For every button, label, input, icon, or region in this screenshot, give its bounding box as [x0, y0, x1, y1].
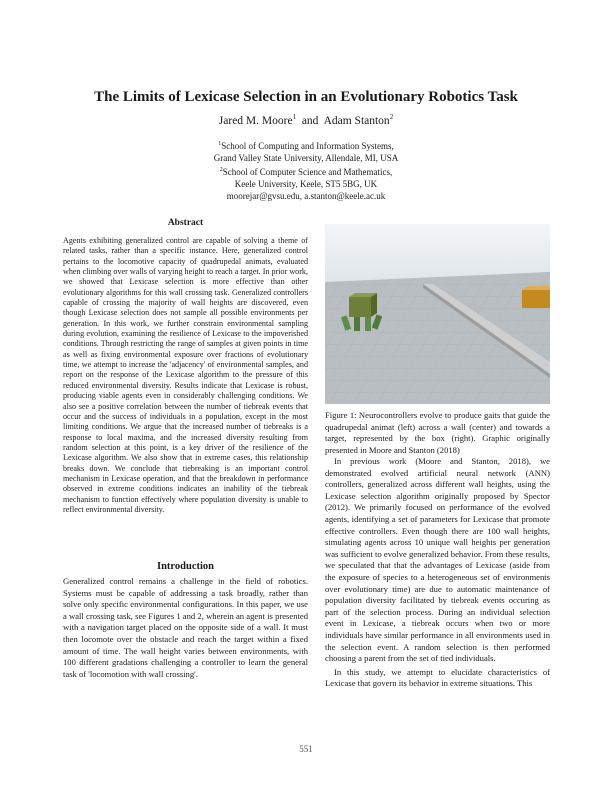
author-line: [0, 113, 612, 127]
author-emails: moorejar@gvsu.edu, a.stanton@keele.ac.uk: [226, 191, 386, 201]
affiliation-line: $^1$School of Computing and Information Systems,: [218, 141, 394, 151]
introduction-heading: Introduction: [157, 561, 214, 572]
affiliations: [0, 138, 612, 202]
affiliation-line: Grand Valley State University, Allendale, MI, USA: [213, 153, 399, 163]
right-column-body: [325, 456, 550, 690]
figure-1-svg: [325, 224, 550, 404]
author-2-name: Adam Stanton: [323, 114, 390, 127]
sky-background: [325, 224, 550, 282]
affiliation-line: Keele University, Keele, ST5 5BG, UK: [234, 179, 378, 189]
author-1-name: Jared M. Moore: [218, 114, 293, 127]
abstract-text: Agents exhibiting generalized control are capable of solving a theme of related tasks, rather than a specific instance. Here, generalized control pertains to the locomotive capacity of quadrupedal animats, evaluated when climbing over walls of varying height to reach a target. In prior work, we showed that Lexicase selection is more effective than other evolutionary algorithms for this wall crossing task. Generalized controllers capable of crossing the majority of wall heights are discovered, even though Lexicase selection does not sample all possible environments per generation. In this work, we further constrain environmental sampling during evolution, examining the resilience of Lexicase to the impoverished conditions. Through restricting the range of samples at given points in time as well as fixing environmental exposure over fractions of evolutionary time, we attempt to increase the 'adjacency' of environmental samples, and report on the response of the Lexicase algorithm to the pressure of this reduced environmental diversity. Results indicate that Lexicase is robust, producing viable agents even in considerably challenging conditions. We also see a positive correlation between the number of tiebreak events that occur and the success of individuals in a population, except in the most limiting conditions. We argue that the increased number of tiebreaks is a response to local maxima, and the increased diversity resulting from random selection at this point, is a key driver of the resilience of the Lexicase algorithm. We also show that in extreme cases, this relationship breaks down. We conclude that tiebreaking is an important control mechanism in Lexicase operation, and that the breakdown in performance observed in extreme conditions indicates an inability of the tiebreak mechanism to function effectively where population diversity is unable to reflect environmental diversity.: [63, 236, 308, 514]
target-box-icon: [522, 286, 550, 308]
paper-title: The Limits of Lexicase Selection in an Evolutionary Robotics Task: [94, 89, 518, 105]
author-separator: and: [301, 114, 319, 127]
body-paragraph: In previous work (Moore and Stanton, 2018), we demonstrated evolved artificial neural network (ANN) controllers, generalized across different wall heights, using the Lexicase selection algorithm originally proposed by Spector (2012). We primarily focused on performance of the evolved agents, identifying a set of parameters for Lexicase that promote effective controllers. Even though there are 100 wall heights, simulating agents across 10 unique wall heights per generation was sufficient to evolve generalized behavior. From these results, we speculated that that the advantages of Lexicase (aside from the exposure of species to a heterogeneous set of environments over evolutionary time) are due to automatic maintenance of population diversity facilitated by tiebreak events occuring as part of the selection process. During an individual selection event in Lexicase, a tiebreak occurs when two or more individuals have similar performance in all environments used in the selection event. A random selection is then performed choosing a parent from the set of tied individuals.: [325, 456, 550, 664]
body-paragraph: In this study, we attempt to elucidate characteristics of Lexicase that govern its behavior in extreme situations. This: [325, 666, 550, 689]
abstract-heading: Abstract: [167, 218, 204, 228]
affiliation-line: $^2$School of Computer Science and Mathematics,: [219, 167, 393, 177]
author-1-sup: 1: [292, 113, 297, 121]
figure-1-caption: Figure 1: Neurocontrollers evolve to produce gaits that guide the quadrupedal animat (left) across a wall (center) and towards a target, represented by the box (right). Graphic originally presented in Moore and Stanton (2018): [325, 410, 550, 455]
page-number: 551: [299, 744, 313, 754]
introduction-paragraph: Generalized control remains a challenge in the field of robotics. Systems must be capable of addressing a task broadly, rather than solve only specific environmental configurations. In this paper, we use a wall crossing task, see Figures 1 and 2, wherein an agent is presented with a navigation target placed on the opposite side of a wall. It must then locomote over the obstacle and reach the target within a fixed amount of time. The wall height varies between environments, with 100 different gradations challenging a controller to learn the general task of 'locomotion with wall crossing'.: [63, 576, 308, 679]
figure-1-simulation-render: [325, 224, 550, 404]
author-2-sup: 2: [389, 113, 394, 121]
